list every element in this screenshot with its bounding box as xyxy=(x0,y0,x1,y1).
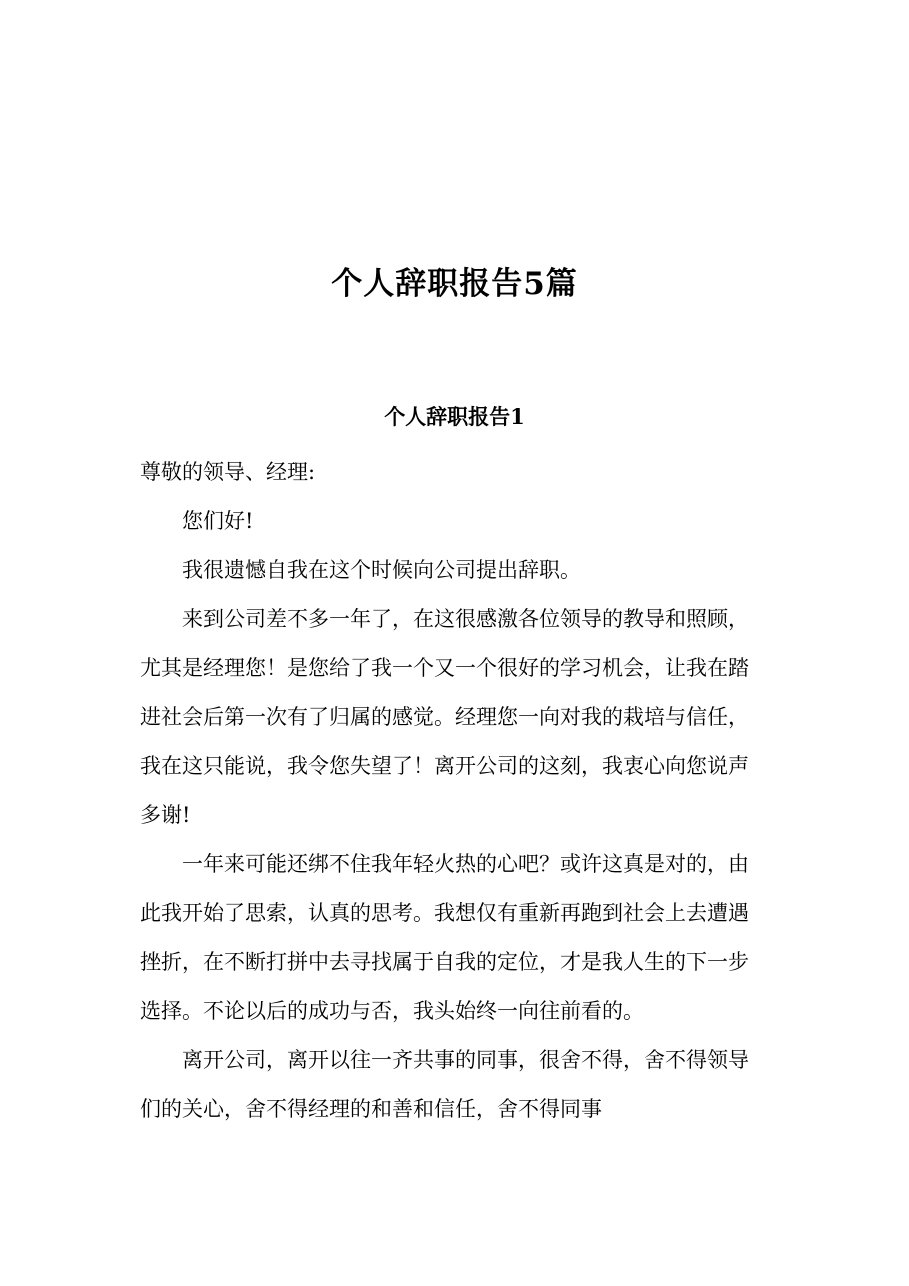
paragraph: 我很遗憾自我在这个时候向公司提出辞职。 xyxy=(182,558,581,582)
paragraph: 一年来可能还绑不住我年轻火热的心吧？或许这真是对的，由此我开始了思索，认真的思考。我想仅有重新再跑到社会上去遭遇挫折，在不断打拼中去寻找属于自我的定位，才是我人生的下一步选择。不论以后的成功与否，我头始终一向往前看的。 xyxy=(140,852,749,1023)
paragraph: 来到公司差不多一年了，在这很感激各位领导的教导和照顾，尤其是经理您！是您给了我一个又一个很好的学习机会，让我在踏进社会后第一次有了归属的感觉。经理您一向对我的栽培与信任，我在这只能说，我令您失望了！离开公司的这刻，我衷心向您说声多谢! xyxy=(140,607,749,827)
greeting: 您们好! xyxy=(182,509,254,533)
salutation: 尊敬的领导、经理: xyxy=(140,460,316,484)
section-title: 个人辞职报告1 xyxy=(384,404,525,429)
document-title: 个人辞职报告5篇 xyxy=(331,266,578,302)
letter-body xyxy=(140,448,765,1134)
paragraph: 离开公司，离开以往一齐共事的同事，很舍不得，舍不得领导们的关心，舍不得经理的和善和信任，舍不得同事 xyxy=(140,1048,749,1121)
